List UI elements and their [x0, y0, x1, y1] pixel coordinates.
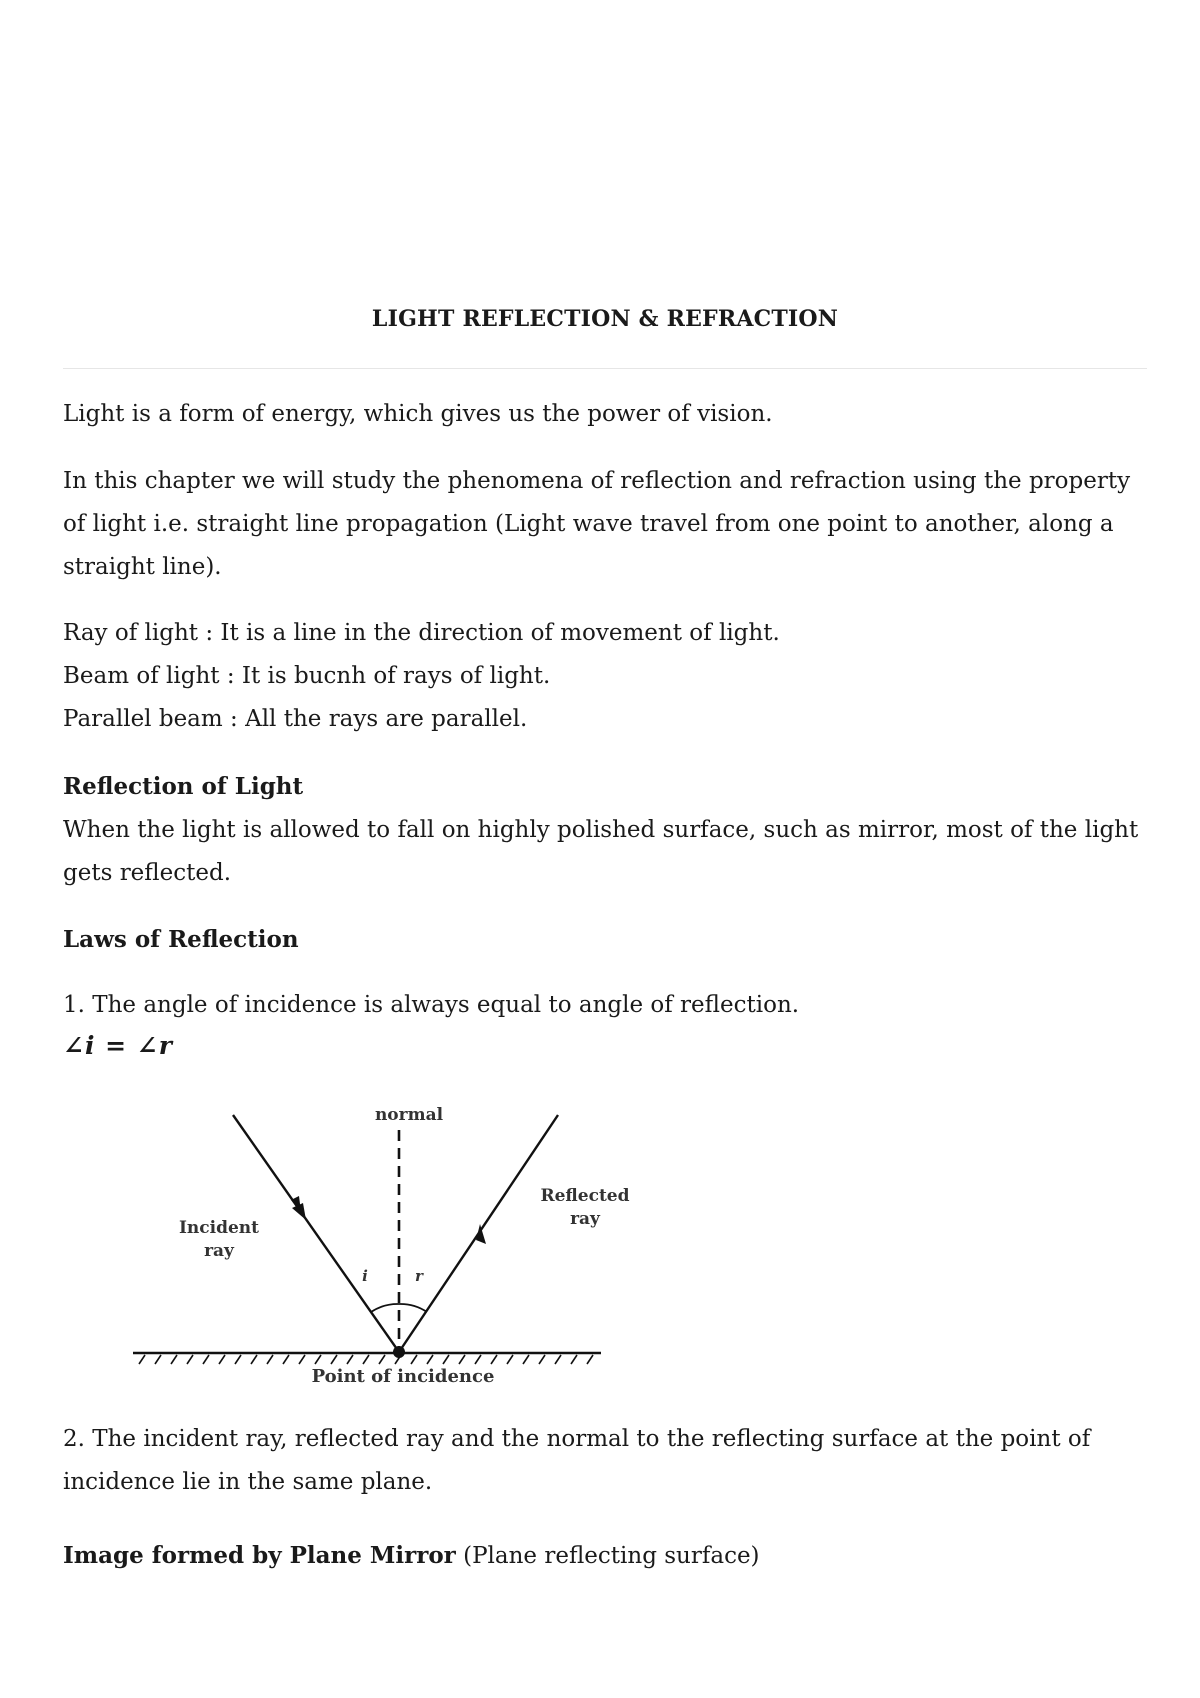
- normal-label: normal: [374, 1105, 444, 1125]
- definitions-block: [63, 612, 1147, 741]
- incident-label-1: Incident: [178, 1218, 260, 1238]
- angle-i-arc: [371, 1304, 399, 1312]
- plane-mirror-heading: Image formed by Plane Mirror: [63, 1542, 456, 1569]
- angle-equation: ∠i = ∠r: [63, 1031, 173, 1060]
- plane-mirror-line: [63, 1534, 1147, 1578]
- angle-r-label: r: [415, 1267, 423, 1285]
- angle-i-label: i: [362, 1267, 368, 1285]
- title-divider: [63, 368, 1147, 369]
- mirror-hatching: [139, 1355, 593, 1364]
- point-of-incidence-dot: [393, 1346, 405, 1358]
- parallel-definition: Parallel beam : All the rays are parallel.: [63, 706, 528, 732]
- intro-paragraph: Light is a form of energy, which gives us the power of vision.: [63, 401, 773, 427]
- point-of-incidence-label: Point of incidence: [311, 1366, 495, 1387]
- reflected-arrow: [476, 1224, 486, 1244]
- reflection-section: [63, 765, 1147, 895]
- reflection-diagram: [93, 1080, 653, 1400]
- ray-definition: Ray of light : It is a line in the direction of movement of light.: [63, 620, 780, 646]
- law-2: 2. The incident ray, reflected ray and the normal to the reflecting surface at the point of incidence lie in the same plane.: [63, 1426, 1091, 1495]
- reflection-heading: Reflection of Light: [63, 773, 304, 800]
- angle-r-arc: [399, 1304, 427, 1312]
- reflected-label-1: Reflected: [540, 1186, 630, 1206]
- reflection-text: When the light is allowed to fall on highly polished surface, such as mirror, most of the light gets reflected.: [63, 817, 1139, 886]
- reflected-label-2: ray: [570, 1209, 600, 1229]
- beam-definition: Beam of light : It is bucnh of rays of light.: [63, 663, 551, 689]
- incident-label-2: ray: [204, 1241, 234, 1261]
- laws-heading-line: [63, 918, 1147, 962]
- page-title: LIGHT REFLECTION & REFRACTION: [371, 306, 839, 332]
- plane-mirror-note: (Plane reflecting surface): [463, 1543, 760, 1569]
- law-1: 1. The angle of incidence is always equal to angle of reflection.: [63, 992, 800, 1018]
- laws-heading: Laws of Reflection: [63, 926, 299, 953]
- chapter-paragraph: In this chapter we will study the phenomena of reflection and refraction using the property of light i.e. straight line propagation (Light wave travel from one point to another, along a straight line).: [63, 468, 1131, 580]
